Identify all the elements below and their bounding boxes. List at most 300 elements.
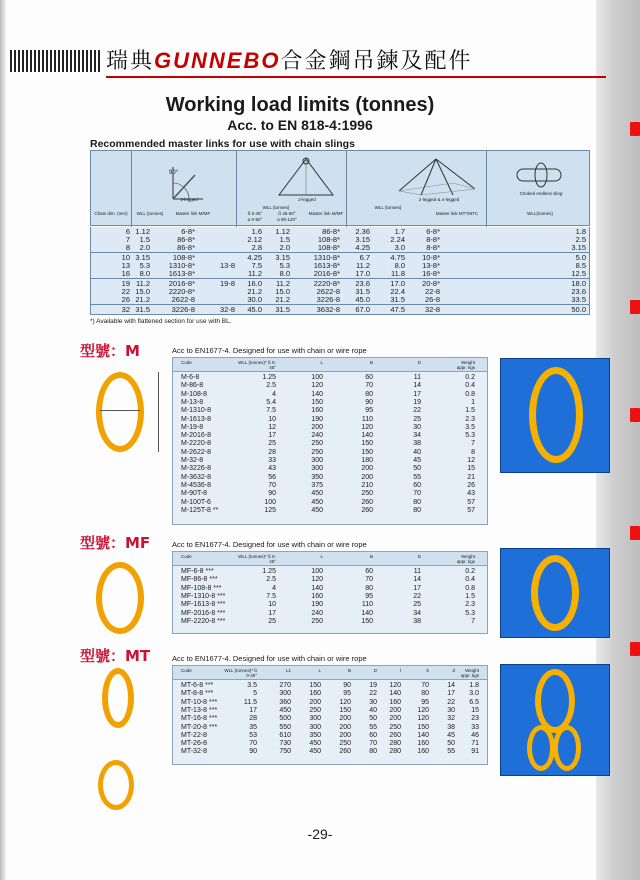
code-cell: M-19-8	[181, 423, 204, 431]
2-4-legged-label: 2-legged & 4-legged	[418, 197, 460, 202]
value-cell: 43	[268, 465, 276, 473]
value-cell: 250	[311, 617, 323, 625]
code-cell: MF-2016-8 ***	[181, 609, 226, 617]
value-cell: 150	[361, 617, 373, 625]
table-cell: 3.15	[355, 235, 370, 244]
value-cell: 30	[447, 706, 455, 714]
table-cell: 31.5	[390, 295, 405, 304]
value-cell: 260	[339, 748, 351, 756]
value-cell: 100	[264, 498, 276, 506]
value-cell: 450	[311, 498, 323, 506]
table-cell: 8.0	[394, 261, 405, 270]
main-table-header	[90, 150, 590, 226]
table-cell: 108-8*	[317, 243, 340, 252]
table-cell: 45.0	[247, 305, 262, 314]
chain-dim-header: Chain dim. (mm)	[94, 211, 128, 216]
value-cell: 80	[413, 506, 421, 514]
code-cell: M-90T-8	[181, 490, 208, 498]
header-prefix: 瑞典	[106, 49, 155, 74]
value-cell: 10	[268, 415, 276, 423]
value-cell: 14	[413, 576, 421, 584]
value-cell: 500	[279, 715, 291, 723]
table-cell: 23.6	[571, 287, 586, 296]
value-cell: 160	[311, 407, 323, 415]
table-cell: 108-8*	[317, 235, 340, 244]
wll4-header: WLL(tonnes)	[527, 211, 553, 216]
value-cell: 7	[471, 440, 475, 448]
table-cell: 4.25	[355, 243, 370, 252]
value-cell: 3.0	[469, 690, 479, 698]
table-cell: 67.0	[355, 305, 370, 314]
value-cell: 7.5	[266, 407, 276, 415]
table-cell: 8.0	[279, 269, 290, 278]
master3-header: Master link MT*/MTC	[435, 211, 479, 216]
value-cell: 17	[268, 609, 276, 617]
section-label-m: 型號：M	[80, 342, 140, 360]
value-cell: 7.5	[266, 592, 276, 600]
value-cell: 50	[447, 740, 455, 748]
value-cell: 80	[369, 748, 377, 756]
page-subtitle: Acc. to EN 818-4:1996	[227, 117, 373, 133]
value-cell: 56	[268, 473, 276, 481]
table-cell: 30.0	[247, 295, 262, 304]
value-cell: 14	[413, 382, 421, 390]
value-cell: 450	[311, 506, 323, 514]
mt-master-ring-photo-icon	[535, 669, 575, 733]
rec-title: Recommended master links for use with chain slings	[90, 138, 355, 150]
value-cell: 95	[343, 690, 351, 698]
value-cell: 250	[339, 740, 351, 748]
value-cell: 250	[309, 706, 321, 714]
column-header: B	[369, 360, 373, 365]
choked-label: Choked endless sling	[519, 191, 563, 196]
table-cell: 2016-8*	[313, 269, 340, 278]
code-cell: M-2220-8	[181, 440, 211, 448]
table-cell: 2.12	[247, 235, 262, 244]
value-cell: 300	[309, 715, 321, 723]
table-cell: 6	[125, 227, 130, 236]
code-cell: MF-86-8 ***	[181, 576, 218, 584]
value-cell: 120	[417, 715, 429, 723]
value-cell: 200	[339, 731, 351, 739]
column-header: L1	[285, 668, 291, 673]
value-cell: 160	[309, 690, 321, 698]
value-cell: 34	[413, 432, 421, 440]
table-cell: 21.2	[275, 295, 290, 304]
value-cell: 70	[249, 740, 257, 748]
code-cell: MT-32-8	[181, 748, 208, 756]
mf-ring-photo-icon	[531, 555, 579, 631]
value-cell: 250	[311, 440, 323, 448]
value-cell: 200	[311, 423, 323, 431]
table-cell: 1310-8*	[313, 253, 340, 262]
table-cell: 2.36	[355, 227, 370, 236]
code-cell: M-108-8	[181, 390, 208, 398]
table-cell: 13-8*	[422, 261, 440, 270]
red-tab-icon	[630, 122, 640, 136]
code-cell: M-32-8	[181, 457, 204, 464]
table-cell: 10-8*	[422, 253, 440, 262]
value-cell: 38	[413, 617, 421, 625]
value-cell: 450	[279, 706, 291, 714]
value-cell: 240	[311, 432, 323, 440]
value-cell: 12	[268, 423, 276, 431]
table-cell: 11.2	[355, 261, 370, 270]
mf-table	[172, 551, 488, 634]
value-cell: 120	[417, 706, 429, 714]
column-header: Weight appr. kgs	[456, 360, 475, 370]
column-header: l	[400, 668, 401, 673]
table-cell: 11.2	[275, 279, 290, 288]
value-cell: 60	[365, 374, 373, 381]
value-cell: 300	[311, 465, 323, 473]
table-cell: 108-8*	[172, 253, 195, 262]
value-cell: 22	[369, 690, 377, 698]
value-cell: 200	[339, 723, 351, 731]
1-legged-label: 1-legged	[180, 197, 198, 202]
mt-product-photo	[500, 664, 610, 776]
value-cell: 5.3	[465, 432, 475, 440]
1-legged-diagram-icon	[163, 161, 213, 201]
value-cell: 150	[361, 440, 373, 448]
value-cell: 300	[311, 457, 323, 464]
table-cell: 32	[121, 305, 130, 314]
angle1-header: ß 0-45°	[247, 211, 263, 216]
value-cell: 375	[311, 481, 323, 489]
m-ring-diagram-icon	[96, 372, 144, 452]
table-cell: 26-8	[424, 295, 440, 304]
value-cell: 4	[272, 584, 276, 592]
value-cell: 25	[268, 617, 276, 625]
table-cell: 17.0	[355, 269, 370, 278]
table-cell: 12.5	[571, 269, 586, 278]
column-header: L	[320, 360, 323, 365]
column-header: Weight appr. kgs	[460, 668, 479, 678]
value-cell: 55	[447, 748, 455, 756]
table-cell: 2016-8*	[168, 279, 195, 288]
code-cell: MT-22-8	[181, 731, 208, 739]
value-cell: 5.3	[465, 609, 475, 617]
value-cell: 2.3	[465, 601, 475, 609]
value-cell: 250	[311, 448, 323, 456]
column-header: Weight appr. kgs	[456, 554, 475, 564]
value-cell: 22	[413, 592, 421, 600]
table-cell: 1.8	[575, 227, 586, 236]
table-cell: 2.5	[575, 235, 586, 244]
code-cell: M-125T-8 **	[181, 506, 219, 514]
table-cell: 16	[121, 269, 130, 278]
mt-sub-link-diagram-icon	[98, 760, 134, 810]
m-table	[172, 357, 488, 525]
value-cell: 150	[339, 706, 351, 714]
column-header: d	[452, 668, 455, 673]
value-cell: 19	[369, 682, 377, 689]
sub-table-header: Code WLL (tonnes)* ß 0-45° L B D Weight appr. kgs	[173, 358, 487, 372]
table-cell: 86-8*	[177, 243, 195, 252]
wll3-header: WLL (tonnes)	[374, 205, 402, 210]
value-cell: 11	[413, 568, 421, 575]
value-cell: 14	[447, 682, 455, 689]
angle4-header: α 90-120°	[277, 217, 297, 222]
value-cell: 19	[413, 398, 421, 406]
value-cell: 80	[413, 498, 421, 506]
value-cell: 350	[311, 473, 323, 481]
value-cell: 90	[343, 682, 351, 689]
red-tab-icon	[630, 642, 640, 656]
value-cell: 57	[467, 506, 475, 514]
table-cell: 1.5	[279, 235, 290, 244]
value-cell: 4	[272, 390, 276, 398]
table-cell: 8-8*	[426, 243, 440, 252]
value-cell: 140	[389, 690, 401, 698]
value-cell: 0.2	[465, 374, 475, 381]
value-cell: 17	[413, 584, 421, 592]
section-desc-m: Acc to EN1677-4. Designed for use with chain or wire rope	[172, 346, 367, 355]
value-cell: 55	[413, 473, 421, 481]
page-number: -29-	[307, 826, 333, 842]
value-cell: 25	[413, 415, 421, 423]
value-cell: 0.4	[465, 382, 475, 390]
table-cell: 45.0	[355, 295, 370, 304]
col-divider	[486, 151, 487, 227]
master2-header: Master link M/MF	[308, 211, 344, 216]
value-cell: 45	[447, 731, 455, 739]
value-cell: 360	[279, 698, 291, 706]
value-cell: 550	[279, 723, 291, 731]
value-cell: 11.5	[243, 698, 257, 706]
value-cell: 300	[309, 723, 321, 731]
value-cell: 2.5	[266, 382, 276, 390]
code-cell: M-6-8	[181, 374, 200, 381]
section-label-mf: 型號：MF	[80, 534, 151, 552]
value-cell: 110	[361, 415, 373, 423]
table-cell: 32-8	[424, 305, 440, 314]
value-cell: 80	[421, 690, 429, 698]
value-cell: 190	[311, 601, 323, 609]
code-cell: MT-13-8 ***	[181, 706, 218, 714]
table-cell: 19-8	[219, 279, 235, 288]
table-cell: 20-8*	[422, 279, 440, 288]
section-desc-mt: Acc to EN1677-4. Designed for use with chain or wire rope	[172, 654, 367, 663]
value-cell: 1.5	[465, 592, 475, 600]
value-cell: 21	[467, 473, 475, 481]
value-cell: 7	[471, 617, 475, 625]
code-cell: MT-6-8 ***	[181, 682, 214, 689]
table-cell: 86-8*	[322, 227, 340, 236]
code-cell: M-4536-8	[181, 481, 211, 489]
value-cell: 200	[389, 706, 401, 714]
column-header: D	[373, 668, 377, 673]
table-cell: 8.0	[139, 269, 150, 278]
table-cell: 2.24	[390, 235, 405, 244]
table-cell: 1.12	[275, 227, 290, 236]
section-desc-mf: Acc to EN1677-4. Designed for use with chain or wire rope	[172, 540, 367, 549]
value-cell: 60	[365, 568, 373, 575]
column-header: B	[347, 668, 351, 673]
value-cell: 10	[268, 601, 276, 609]
value-cell: 70	[268, 481, 276, 489]
footnote: *) Available with flattened section for use with BL.	[90, 318, 232, 325]
value-cell: 38	[413, 440, 421, 448]
master-header: Master link M/MF	[175, 211, 211, 216]
table-cell: 50.0	[571, 305, 586, 314]
value-cell: 70	[365, 576, 373, 584]
value-cell: 91	[471, 748, 479, 756]
value-cell: 0.8	[465, 584, 475, 592]
value-cell: 80	[365, 584, 373, 592]
code-cell: MT-20-8 ***	[181, 723, 218, 731]
table-cell: 22-8	[424, 287, 440, 296]
table-cell: 5.3	[279, 261, 290, 270]
col-divider	[236, 151, 237, 227]
mt-sub-ring-photo-icon	[527, 725, 555, 771]
value-cell: 50	[369, 715, 377, 723]
value-cell: 25	[268, 440, 276, 448]
table-cell: 31.5	[135, 305, 150, 314]
section-label-mt: 型號：MT	[80, 647, 151, 665]
table-cell: 2.0	[139, 243, 150, 252]
value-cell: 150	[311, 398, 323, 406]
value-cell: 33	[268, 457, 276, 464]
table-cell: 7.5	[251, 261, 262, 270]
code-cell: MT-16-8 ***	[181, 715, 218, 723]
4-legged-diagram-icon	[391, 155, 481, 199]
dimension-line-b	[100, 410, 140, 411]
code-cell: M-2016-8	[181, 432, 211, 440]
table-cell: 21.2	[135, 295, 150, 304]
value-cell: 38	[447, 723, 455, 731]
red-tab-icon	[630, 408, 640, 422]
code-cell: M-1310-8	[181, 407, 211, 415]
value-cell: 3.5	[247, 682, 257, 689]
value-cell: 70	[421, 682, 429, 689]
code-cell: MF-6-8 ***	[181, 568, 214, 575]
table-cell: 23.6	[355, 279, 370, 288]
table-cell: 5.0	[575, 253, 586, 262]
value-cell: 17	[447, 690, 455, 698]
value-cell: 280	[389, 740, 401, 748]
table-cell: 15.0	[135, 287, 150, 296]
value-cell: 125	[264, 506, 276, 514]
code-cell: M-2622-8	[181, 448, 211, 456]
value-cell: 55	[369, 723, 377, 731]
value-cell: 17	[268, 432, 276, 440]
value-cell: 280	[389, 748, 401, 756]
code-cell: MF-108-8 ***	[181, 584, 222, 592]
value-cell: 40	[413, 448, 421, 456]
column-header: D	[417, 360, 421, 365]
table-cell: 2622-8	[316, 287, 340, 296]
red-tab-icon	[630, 526, 640, 540]
value-cell: 57	[467, 498, 475, 506]
value-cell: 12	[467, 457, 475, 464]
code-cell: MF-1310-8 ***	[181, 592, 226, 600]
table-cell: 6-8*	[181, 227, 195, 236]
value-cell: 1	[471, 398, 475, 406]
column-header: WLL (tonnes)* ß 0-45°	[238, 554, 276, 564]
table-cell: 3226-8	[171, 305, 195, 314]
table-cell: 6.7	[359, 253, 370, 262]
value-cell: 120	[339, 698, 351, 706]
value-cell: 50	[413, 465, 421, 473]
value-cell: 70	[413, 490, 421, 498]
value-cell: 210	[361, 481, 373, 489]
mt-table	[172, 665, 488, 765]
2-legged-label: 2-legged	[298, 197, 316, 202]
table-cell: 1613-8*	[168, 269, 195, 278]
column-header: L	[320, 554, 323, 559]
value-cell: 200	[389, 715, 401, 723]
value-cell: 260	[389, 731, 401, 739]
table-cell: 26	[121, 295, 130, 304]
value-cell: 95	[421, 698, 429, 706]
wll-header: WLL (tonnes)	[136, 211, 164, 216]
value-cell: 60	[413, 481, 421, 489]
value-cell: 26	[467, 481, 475, 489]
page-title: Working load limits (tonnes)	[165, 94, 435, 116]
table-cell: 21.2	[247, 287, 262, 296]
m-product-photo	[500, 358, 610, 473]
value-cell: 70	[369, 740, 377, 748]
table-cell: 16.0	[247, 279, 262, 288]
value-cell: 0.8	[465, 390, 475, 398]
mt-master-diagram-icon	[102, 668, 134, 728]
table-cell: 16-8*	[422, 269, 440, 278]
header-stripe	[10, 50, 100, 72]
table-cell: 2.8	[251, 243, 262, 252]
value-cell: 140	[311, 390, 323, 398]
value-cell: 95	[365, 407, 373, 415]
value-cell: 750	[279, 748, 291, 756]
value-cell: 3.5	[465, 423, 475, 431]
value-cell: 17	[249, 706, 257, 714]
column-header: WLL (tonnes)* ß 0-45°	[238, 360, 276, 370]
value-cell: 22	[447, 698, 455, 706]
value-cell: 33	[471, 723, 479, 731]
table-cell: 3.15	[275, 253, 290, 262]
value-cell: 0.2	[465, 568, 475, 575]
column-header: WLL (tonnes)* ß 0-45°	[224, 668, 257, 678]
brand-logo: GUNNEBO	[154, 48, 281, 73]
code-cell: M-3632-8	[181, 473, 211, 481]
m-ring-photo-icon	[529, 367, 583, 463]
value-cell: 260	[361, 506, 373, 514]
value-cell: 110	[361, 601, 373, 609]
value-cell: 1.5	[465, 407, 475, 415]
table-cell: 2622-8	[171, 295, 195, 304]
value-cell: 71	[471, 740, 479, 748]
value-cell: 350	[309, 731, 321, 739]
value-cell: 100	[311, 374, 323, 381]
table-cell: 1613-8*	[313, 261, 340, 270]
value-cell: 150	[417, 723, 429, 731]
code-cell: M-13-8	[181, 398, 204, 406]
table-cell: 4.25	[247, 253, 262, 262]
mf-product-photo	[500, 548, 610, 638]
value-cell: 90	[365, 398, 373, 406]
value-cell: 22	[413, 407, 421, 415]
table-cell: 19	[121, 279, 130, 288]
value-cell: 260	[361, 498, 373, 506]
value-cell: 300	[279, 690, 291, 698]
value-cell: 25	[413, 601, 421, 609]
value-cell: 45	[413, 457, 421, 464]
value-cell: 30	[413, 423, 421, 431]
value-cell: 90	[268, 490, 276, 498]
table-cell: 2220-8*	[168, 287, 195, 296]
value-cell: 17	[413, 390, 421, 398]
value-cell: 180	[361, 457, 373, 464]
